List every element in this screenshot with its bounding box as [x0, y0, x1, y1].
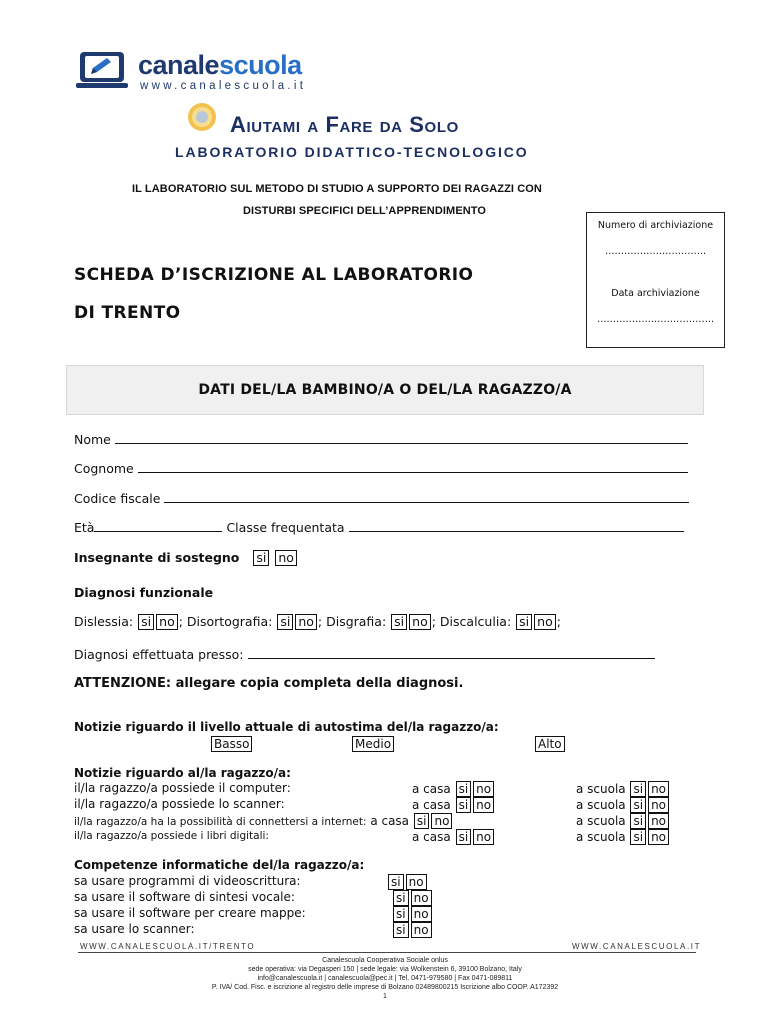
internet-casa-no-checkbox[interactable]: no [431, 813, 452, 829]
page-number: 1 [383, 993, 387, 1000]
computer-scuola-si-checkbox[interactable]: si [630, 781, 646, 797]
discalculia-label: ; Discalculia: [431, 614, 512, 629]
eta-classe-row [74, 519, 684, 535]
discalculia-si-checkbox[interactable]: si [516, 614, 532, 630]
classe-field[interactable] [349, 519, 684, 532]
insegnante-si-checkbox[interactable]: si [253, 550, 269, 566]
discalculia-no-checkbox[interactable]: no [534, 614, 556, 630]
sun-emblem-icon [187, 102, 217, 132]
dislessia-si-checkbox[interactable]: si [138, 614, 154, 630]
sintesi-si-checkbox[interactable]: si [393, 890, 409, 906]
nome-row [74, 431, 688, 447]
disortografia-no-checkbox[interactable]: no [295, 614, 317, 630]
computer-scuola-no-checkbox[interactable]: no [648, 781, 669, 797]
archive-box [586, 212, 725, 348]
form-title-line-1: SCHEDA D’ISCRIZIONE AL LABORATORIO [74, 265, 474, 285]
videoscrittura-si-checkbox[interactable]: si [388, 874, 404, 890]
attenzione-note: ATTENZIONE: allegare copia completa della diagnosi. [74, 676, 464, 691]
autostima-label: Notizie riguardo il livello attuale di autostima del/la ragazzo/a: [74, 720, 499, 734]
insegnante-row [74, 550, 298, 566]
competenze-row-scanner-label: sa usare lo scanner: [74, 922, 195, 936]
autostima-medio-checkbox[interactable]: Medio [352, 736, 394, 752]
disgrafia-label: ; Disgrafia: [317, 614, 387, 629]
archive-number-label: Numero di archiviazione [597, 220, 714, 231]
notizie-row-internet: il/la ragazzo/a ha la possibilità di connettersi a internet: a casa si no [74, 813, 453, 829]
libri-scuola-no-checkbox[interactable]: no [648, 829, 669, 845]
diagnosi-presso-field[interactable] [248, 646, 655, 659]
form-title-line-2: DI TRENTO [74, 303, 181, 323]
disgrafia-si-checkbox[interactable]: si [391, 614, 407, 630]
scanner-casa: a casa si no [412, 797, 495, 813]
intro-line-1: IL LABORATORIO SUL METODO DI STUDIO A SUPPORTO DEI RAGAZZI CON [132, 183, 542, 195]
laptop-pencil-icon [76, 50, 128, 90]
uso-scanner-no-checkbox[interactable]: no [411, 922, 432, 938]
intro-line-2: DISTURBI SPECIFICI DELL’APPRENDIMENTO [243, 205, 487, 217]
internet-scuola: a scuola si no [576, 813, 670, 829]
uso-scanner-si-checkbox[interactable]: si [393, 922, 409, 938]
codice-fiscale-label: Codice fiscale [74, 491, 161, 506]
codice-fiscale-row [74, 490, 689, 506]
scanner-casa-no-checkbox[interactable]: no [473, 797, 494, 813]
computer-casa-no-checkbox[interactable]: no [473, 781, 494, 797]
diagnosi-presso-row [74, 646, 655, 662]
footer-registry: P. IVA/ Cod. Fisc. e iscrizione al registro delle imprese di Bolzano 02489800215 Iscrizione albo COOP. A172392 [211, 984, 559, 991]
dislessia-no-checkbox[interactable]: no [156, 614, 178, 630]
scanner-scuola: a scuola si no [576, 797, 670, 813]
scanner-casa-si-checkbox[interactable]: si [456, 797, 472, 813]
disortografia-label: ; Disortografia: [178, 614, 273, 629]
autostima-alto-checkbox[interactable]: Alto [535, 736, 565, 752]
notizie-row-computer-label: il/la ragazzo/a possiede il computer: [74, 781, 291, 795]
insegnante-label: Insegnante di sostegno [74, 550, 240, 565]
footer-link-left[interactable]: WWW.CANALESCUOLA.IT/TRENTO [80, 942, 256, 951]
program-title: Aiutami a Fare da Solo [230, 112, 459, 137]
brand-url: www.canalescuola.it [140, 80, 307, 92]
eta-field[interactable] [94, 519, 222, 532]
scanner-scuola-no-checkbox[interactable]: no [648, 797, 669, 813]
diagnosi-presso-label: Diagnosi effettuata presso: [74, 647, 244, 662]
dislessia-label: Dislessia: [74, 614, 134, 629]
cognome-label: Cognome [74, 461, 134, 476]
section-header: DATI DEL/LA BAMBINO/A O DEL/LA RAGAZZO/A [66, 365, 704, 415]
mappe-no-checkbox[interactable]: no [411, 906, 432, 922]
notizie-row-internet-label: il/la ragazzo/a ha la possibilità di connettersi a internet: [74, 816, 367, 828]
discalculia-end: ; [556, 614, 561, 629]
program-subtitle: LABORATORIO DIDATTICO-TECNOLOGICO [175, 144, 529, 160]
sintesi-no-checkbox[interactable]: no [411, 890, 432, 906]
competenze-row-videoscrittura-label: sa usare programmi di videoscrittura: [74, 874, 301, 888]
internet-scuola-no-checkbox[interactable]: no [648, 813, 669, 829]
libri-scuola-si-checkbox[interactable]: si [630, 829, 646, 845]
eta-label: Età [74, 520, 95, 535]
cognome-row [74, 460, 688, 476]
competenze-row-mappe-label: sa usare il software per creare mappe: [74, 906, 306, 920]
competenze-label: Competenze informatiche del/la ragazzo/a: [74, 858, 365, 872]
archive-date-label: Data archiviazione [611, 288, 700, 299]
diagnosi-row [74, 614, 561, 630]
computer-scuola: a scuola si no [576, 781, 670, 797]
nome-label: Nome [74, 432, 111, 447]
notizie-row-libri-label: il/la ragazzo/a possiede i libri digitali: [74, 830, 269, 842]
insegnante-no-checkbox[interactable]: no [275, 550, 297, 566]
diagnosi-funzionale-label: Diagnosi funzionale [74, 585, 214, 600]
cognome-field[interactable] [138, 460, 688, 473]
internet-casa-si-checkbox[interactable]: si [414, 813, 430, 829]
footer-org: Canalescuola Cooperativa Sociale onlus [322, 957, 448, 964]
libri-casa: a casa si no [412, 829, 495, 845]
libri-casa-si-checkbox[interactable]: si [456, 829, 472, 845]
competenze-row-sintesi-label: sa usare il software di sintesi vocale: [74, 890, 295, 904]
disgrafia-no-checkbox[interactable]: no [409, 614, 431, 630]
notizie-label: Notizie riguardo al/la ragazzo/a: [74, 766, 291, 780]
computer-casa: a casa si no [412, 781, 495, 797]
notizie-row-scanner-label: il/la ragazzo/a possiede lo scanner: [74, 797, 285, 811]
disortografia-si-checkbox[interactable]: si [277, 614, 293, 630]
brand-logo-text: canalescuola [138, 50, 302, 80]
classe-label: Classe frequentata [226, 520, 345, 535]
archive-number-field[interactable]: ………………………….. [604, 246, 707, 257]
footer-contacts: info@canalescuola.it | canalescuola@pec.it | Tel. 0471-979580 | Fax 0471-089811 [257, 975, 513, 982]
nome-field[interactable] [115, 431, 688, 444]
libri-casa-no-checkbox[interactable]: no [473, 829, 494, 845]
computer-casa-si-checkbox[interactable]: si [456, 781, 472, 797]
footer-address: sede operativa: via Degasperi 150 | sede legale: via Wolkenstein 6, 39100 Bolzano, Italy [248, 966, 522, 973]
codice-fiscale-field[interactable] [164, 490, 689, 503]
archive-date-field[interactable]: ………………………………. [596, 314, 715, 325]
scanner-scuola-si-checkbox[interactable]: si [630, 797, 646, 813]
autostima-basso-checkbox[interactable]: Basso [211, 736, 252, 752]
libri-scuola: a scuola si no [576, 829, 670, 845]
videoscrittura-no-checkbox[interactable]: no [406, 874, 427, 890]
mappe-si-checkbox[interactable]: si [393, 906, 409, 922]
internet-scuola-si-checkbox[interactable]: si [630, 813, 646, 829]
footer-divider [78, 952, 696, 953]
footer-link-right[interactable]: WWW.CANALESCUOLA.IT [572, 942, 702, 951]
